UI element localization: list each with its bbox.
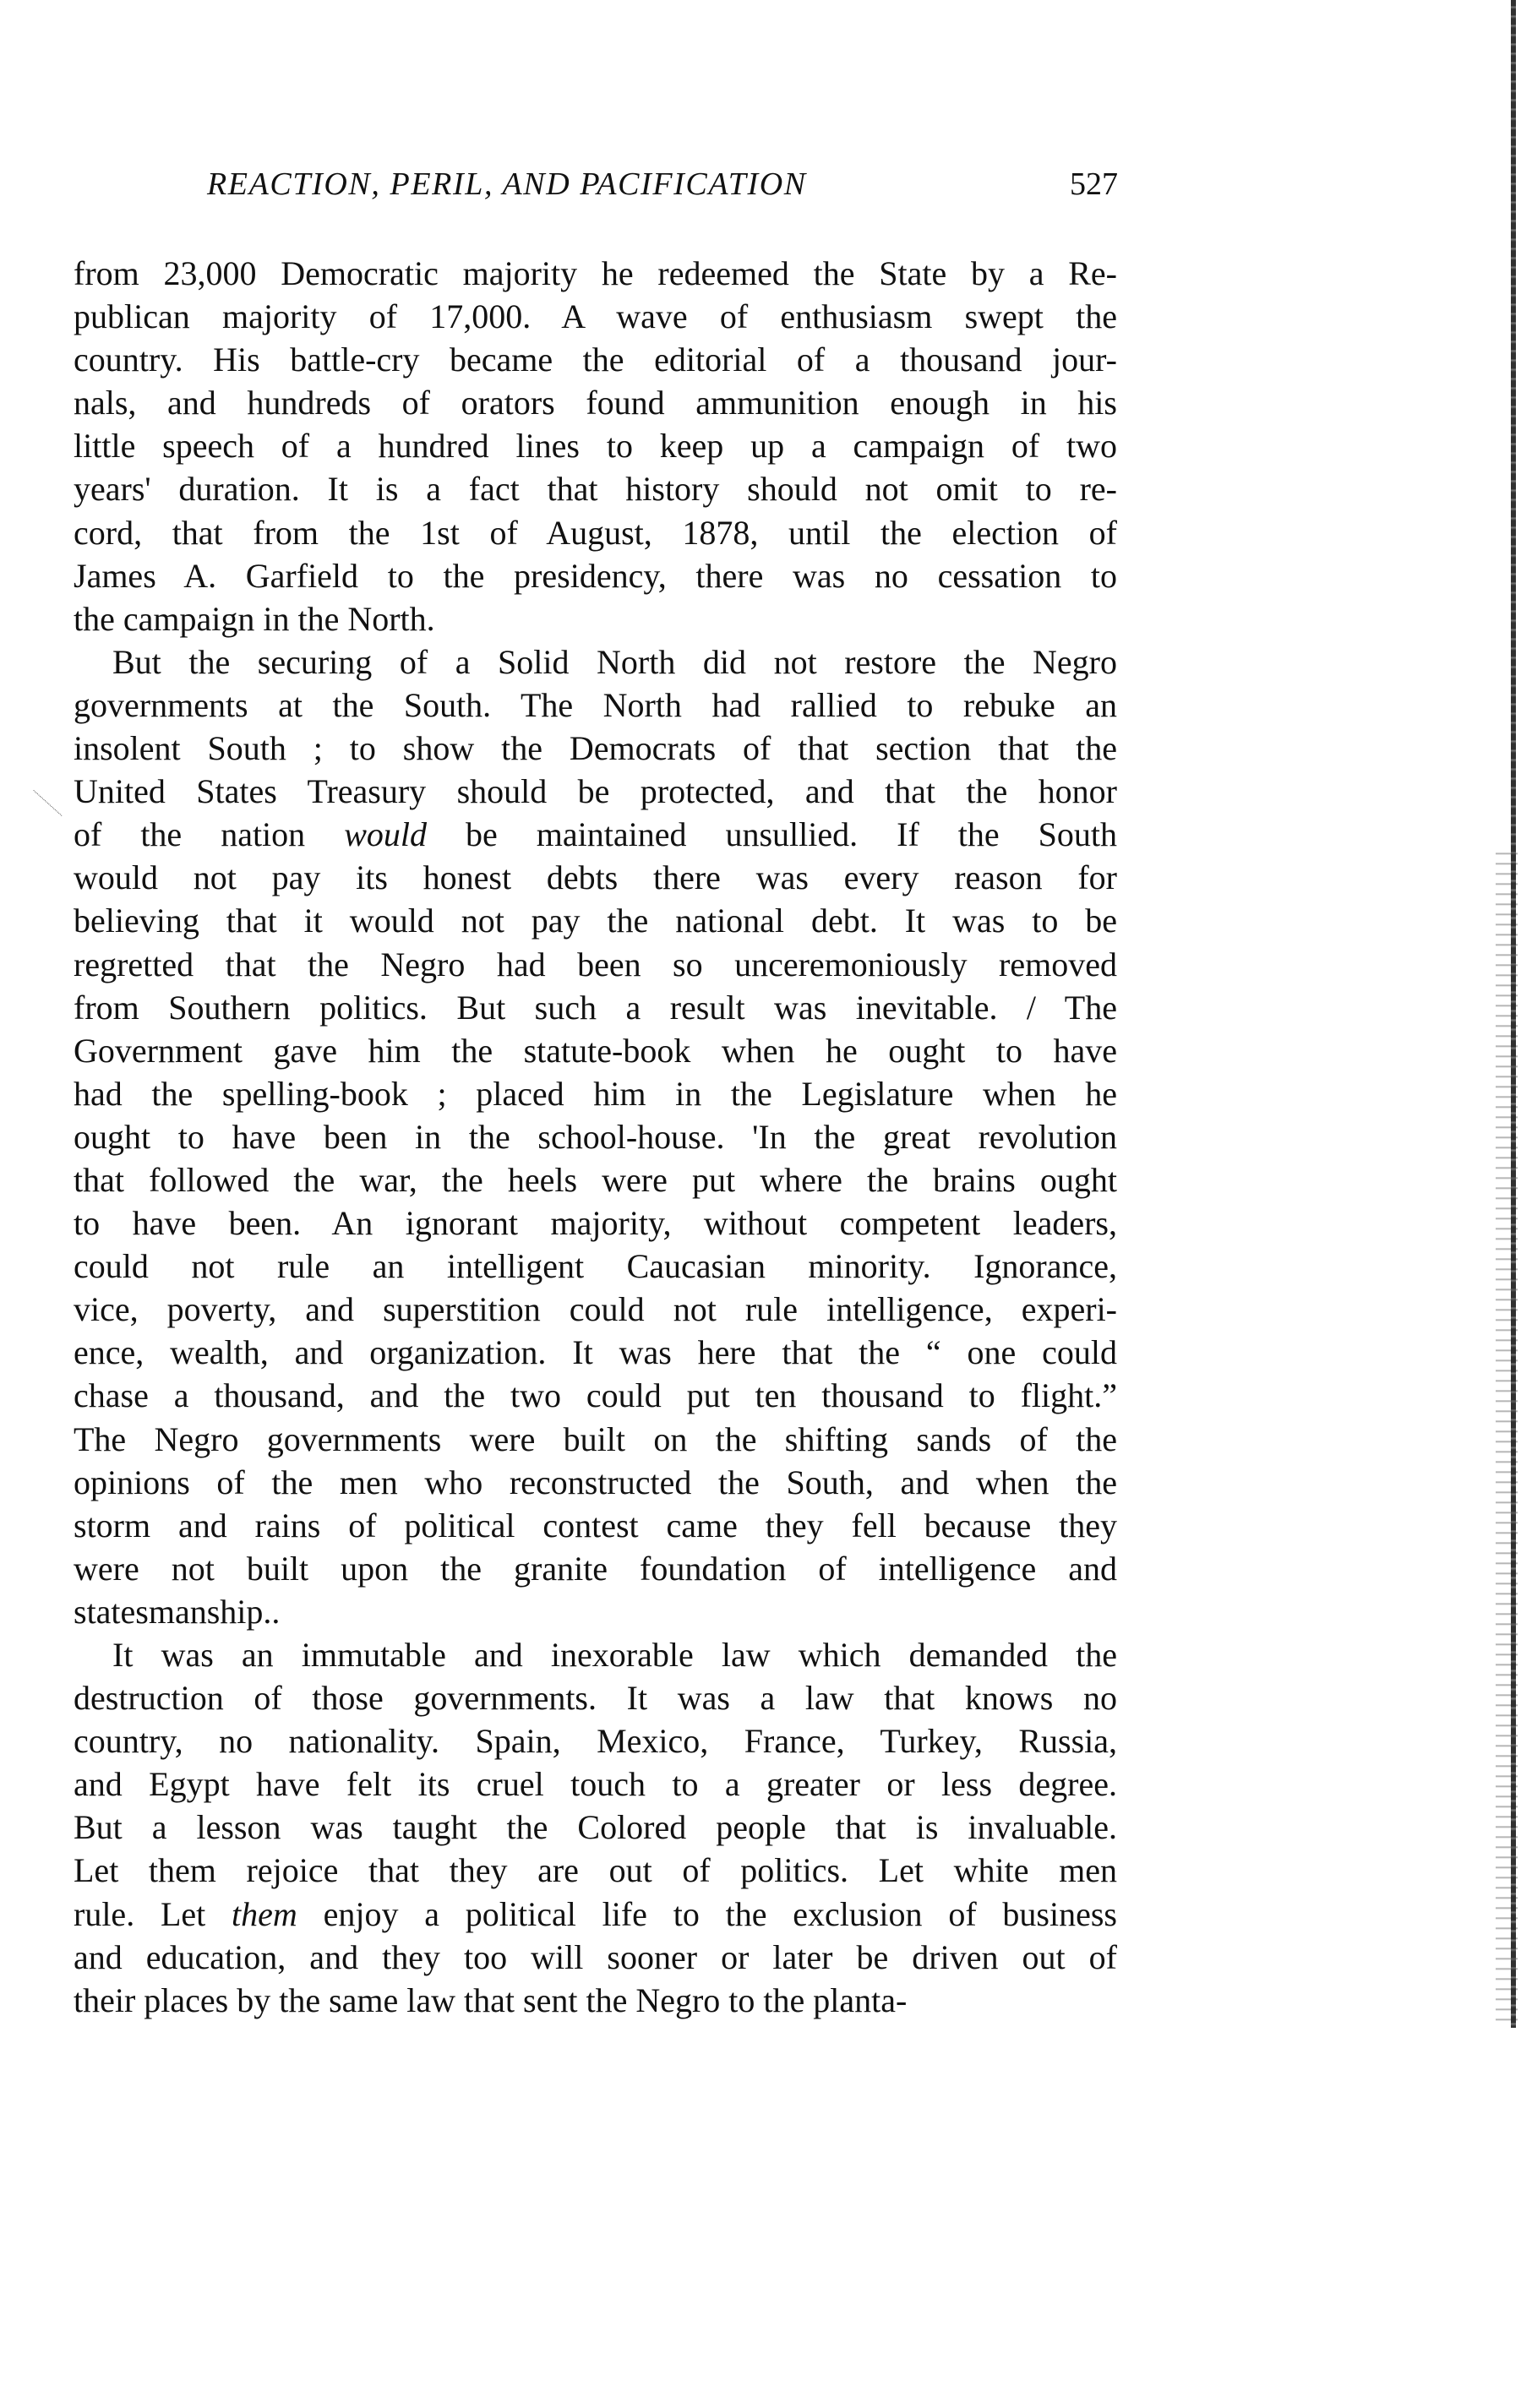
- text-line: nals, and hundreds of orators found ammunition enough in his: [74, 384, 1117, 422]
- margin-pencil-mark: [33, 790, 63, 817]
- text-line: publican majority of 17,000. A wave of enthusiasm swept the: [74, 297, 1117, 336]
- text-line: the campaign in the North.: [74, 599, 435, 638]
- text-line: their places by the same law that sent the Negro to the planta-: [74, 1980, 908, 2019]
- text-line: little speech of a hundred lines to keep up a campaign of two: [74, 427, 1117, 466]
- text-line: had the spelling-book ; placed him in the Legislature when he: [74, 1074, 1117, 1113]
- paragraph: [74, 640, 1117, 1633]
- text-line: and Egypt have felt its cruel touch to a greater or less degree.: [74, 1765, 1117, 1804]
- text-line: years' duration. It is a fact that history should not omit to re-: [74, 470, 1117, 509]
- text-line: vice, poverty, and superstition could not rule intelligence, experi-: [74, 1290, 1117, 1329]
- paragraph: [74, 252, 1117, 640]
- page-number: 527: [1070, 166, 1118, 202]
- text-line: Government gave him the statute-book when he ought to have: [74, 1031, 1117, 1070]
- text-line: The Negro governments were built on the shifting sands of the: [74, 1419, 1117, 1458]
- text-line: of the nation would be maintained unsullied. If the South: [74, 815, 1118, 854]
- page-edge-shadow: [1496, 845, 1518, 2028]
- emphasized-word: them: [232, 1894, 297, 1933]
- text-line: Let them rejoice that they are out of politics. Let white men: [74, 1851, 1117, 1890]
- text-line: from Southern politics. But such a result was inevitable. / The: [74, 988, 1117, 1027]
- text-line: country, no nationality. Spain, Mexico, France, Turkey, Russia,: [74, 1722, 1117, 1761]
- text-line: storm and rains of political contest came they fell because they: [74, 1506, 1117, 1544]
- paragraph: [74, 1633, 1117, 2022]
- text-line: United States Treasury should be protected, and that the honor: [74, 772, 1117, 811]
- text-line: that followed the war, the heels were put where the brains ought: [74, 1160, 1117, 1199]
- text-line: insolent South ; to show the Democrats of that section that the: [74, 729, 1117, 768]
- body-text: [74, 252, 1117, 2022]
- emphasized-word: would: [344, 815, 427, 854]
- text-line: could not rule an intelligent Caucasian minority. Ignorance,: [74, 1247, 1117, 1286]
- text-line: regretted that the Negro had been so unceremoniously removed: [74, 945, 1117, 983]
- text-line: It was an immutable and inexorable law which demanded the: [112, 1636, 1117, 1674]
- text-line: cord, that from the 1st of August, 1878, until the election of: [74, 513, 1117, 552]
- text-line: were not built upon the granite foundation of intelligence and: [74, 1549, 1117, 1588]
- text-line: governments at the South. The North had rallied to rebuke an: [74, 685, 1117, 724]
- running-head-title: REACTION, PERIL, AND PACIFICATION: [207, 166, 807, 202]
- text-line: opinions of the men who reconstructed the South, and when the: [74, 1463, 1117, 1501]
- text-line: from 23,000 Democratic majority he redeemed the State by a Re-: [74, 254, 1117, 292]
- text-line: ought to have been in the school-house. 'In the great revolution: [74, 1117, 1117, 1156]
- text-line: country. His battle-cry became the editorial of a thousand jour-: [74, 340, 1117, 379]
- text-line: would not pay its honest debts there was every reason for: [74, 858, 1117, 897]
- text-line: But a lesson was taught the Colored people that is invaluable.: [74, 1808, 1117, 1847]
- text-line: and education, and they too will sooner or later be driven out of: [74, 1937, 1117, 1976]
- text-line: chase a thousand, and the two could put ten thousand to flight.”: [74, 1376, 1117, 1415]
- text-line: But the securing of a Solid North did not restore the Negro: [112, 642, 1117, 681]
- text-line: statesmanship..: [74, 1592, 281, 1631]
- text-line: James A. Garfield to the presidency, there was no cessation to: [74, 556, 1117, 595]
- text-line: to have been. An ignorant majority, without competent leaders,: [74, 1204, 1117, 1243]
- text-line: believing that it would not pay the national debt. It was to be: [74, 902, 1117, 940]
- text-line: ence, wealth, and organization. It was here that the “ one could: [74, 1333, 1117, 1372]
- text-line: rule. Let them enjoy a political life to the exclusion of business: [74, 1894, 1117, 1933]
- running-head: [207, 166, 1118, 216]
- text-line: destruction of those governments. It was a law that knows no: [74, 1679, 1117, 1718]
